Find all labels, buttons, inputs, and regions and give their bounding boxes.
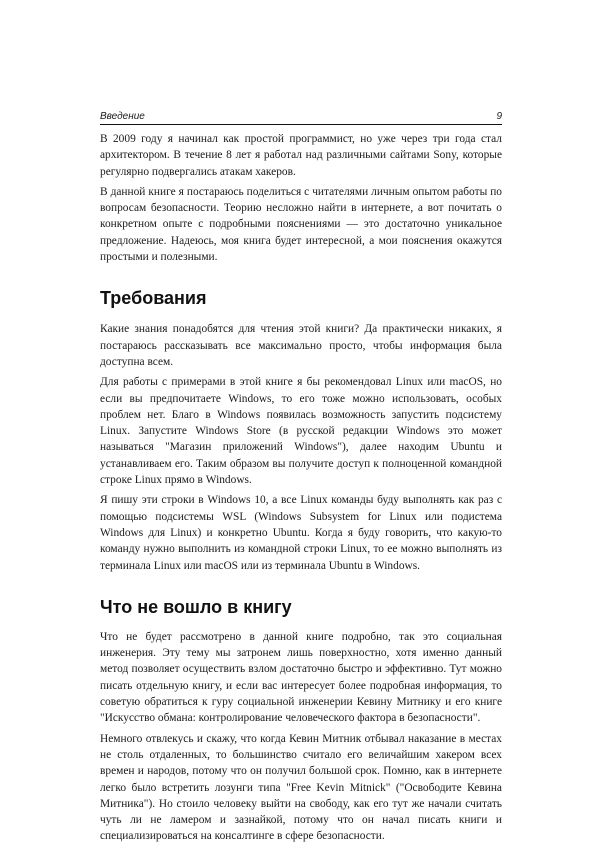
page-body	[100, 131, 502, 845]
page-number: 9	[496, 111, 502, 122]
section-heading-not-included: Что не вошло в книгу	[100, 596, 292, 617]
paragraph: В 2009 году я начинал как простой программист, но уже через три года стал архитектором. В течение 8 лет я работал над различными сайтами Sony, которые регулярно подвергались атакам хакеров.	[100, 133, 502, 178]
running-header	[100, 108, 502, 125]
paragraph: Немного отвлекусь и скажу, что когда Кевин Митник отбывал наказание в местах не столь отдаленных, то большинство считало его величайшим хакером всех времен и народов, потому что он получил большой срок. Помню, как в интернете легко было встретить лозунги типа "Free Kevin Mitnick" ("Освободите Кевина Митника"). Но стоило человеку выйти на свободу, как его тут же начали считать чуть ли не ламером и зазнайкой, потому что он начал писать книги и специализироваться на консалтинге в сфере безопасности.	[100, 732, 502, 843]
paragraph: Что не будет рассмотрено в данной книге подробно, так это социальная инженерия. Эту тему мы затронем лишь поверхностно, хотя именно данный метод позволяет осуществить взлом достаточно быстро и эффективно. Тут можно писать отдельную книгу, и если вас интересует более подробная информация, то советую обратиться к гуру социальной инженерии Кевину Митнику и его книге "Искусство обмана: контролирование человеческого фактора в безопасности".	[100, 630, 502, 725]
paragraph: Я пишу эти строки в Windows 10, а все Linux команды буду выполнять как раз с помощью подсистемы WSL (Windows Subsystem for Linux или подистема Windows для Linux) и конкретно Ubuntu. Когда я буду говорить, что какую-то команду нужно выполнить из командной строки Linux, то ее можно выполнять из терминала Linux или macOS или из терминала Ubuntu в Windows.	[100, 494, 502, 572]
paragraph: Какие знания понадобятся для чтения этой книги? Да практически никаких, я постараюсь рассказывать все максимально просто, чтобы информация была доступна всем.	[100, 323, 502, 368]
section-heading-requirements: Требования	[100, 288, 207, 309]
book-page	[100, 108, 502, 849]
chapter-title: Введение	[100, 111, 145, 122]
paragraph: Для работы с примерами в этой книге я бы рекомендовал Linux или macOS, но если вы предпочитаете Windows, то его тоже можно использовать, особых проблем нет. Благо в Windows появилась возможность запустить подсистему Linux. Запустите Windows Store (в русской редакции Windows это может называться "Магазин приложений Windows"), далее находим Ubuntu и устанавливаем его. Таким образом вы получите доступ к полноценной командной строке Linux прямо в Windows.	[100, 376, 502, 487]
paragraph: В данной книге я постараюсь поделиться с читателями личным опытом работы по вопросам безопасности. Теорию несложно найти в интернете, а вот почитать о конкретном опыте с подробными пояснениями — это достаточно уникальное предложение. Надеюсь, моя книга будет интересной, а мои пояснения окажутся простыми и полезными.	[100, 185, 502, 264]
